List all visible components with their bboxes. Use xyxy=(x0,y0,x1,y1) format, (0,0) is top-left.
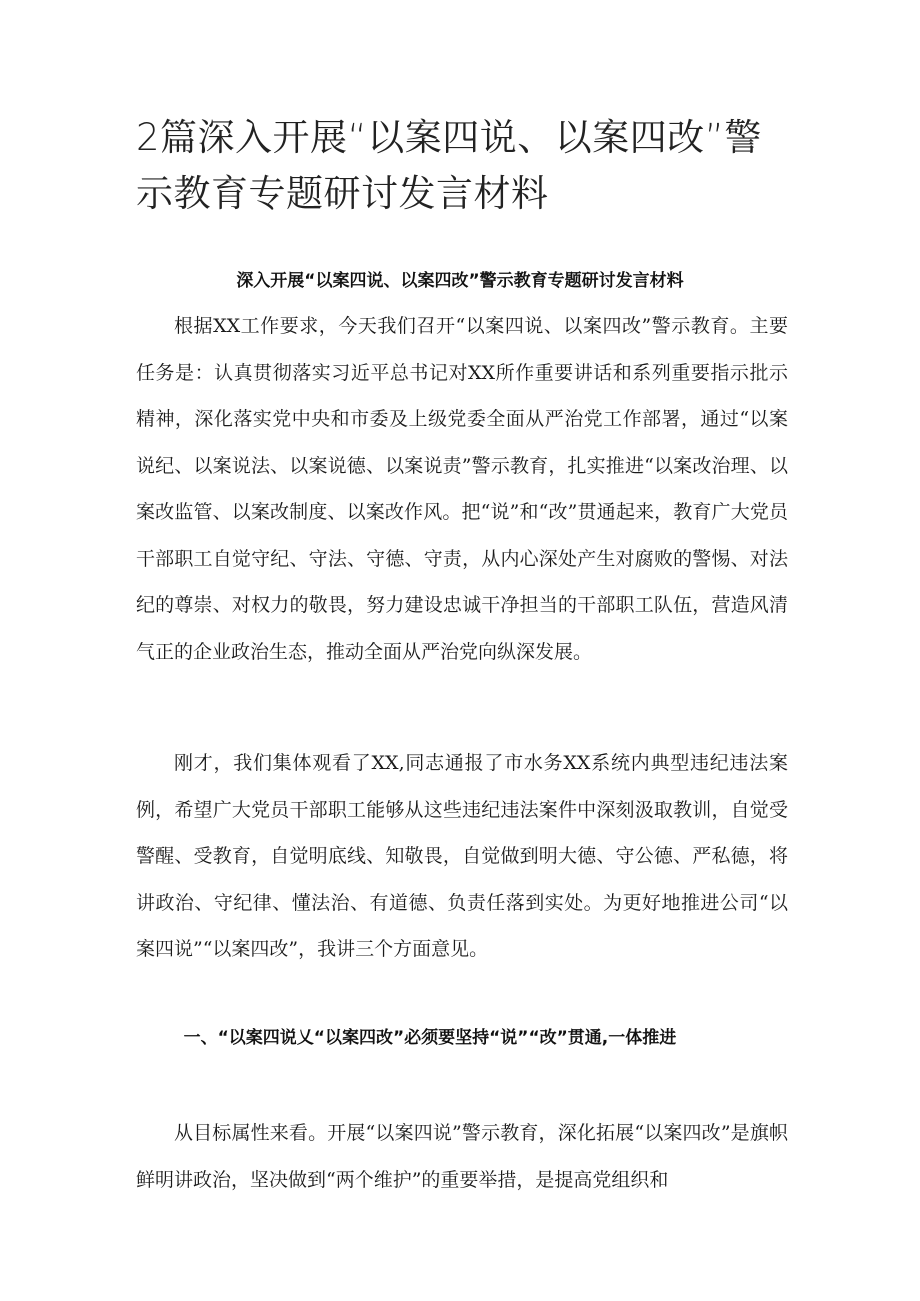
section-heading: 一、“以案四说乂“以案四改”必须要坚持“说”“改”贯通,一体推进 xyxy=(183,1028,677,1048)
document-subtitle: 深入开展“以案四说、以案四改”警示教育专题研讨发言材料 xyxy=(236,271,684,291)
body-paragraph: 根据XX工作要求，今天我们召开“以案四说、以案四改”警示教育。主要任务是：认真贯彻落实习近平总书记对XX所作重要讲话和系列重要指示批示精神，深化落实党中央和市委及上级党委全面从严治党工作部署，通过“以案说纪、以案说法、以案说德、以案说责”警示教育，扎实推进“以案改治理、以案改监管、以案改制度、以案改作风。把“说”和“改”贯通起来，教育广大党员干部职工自觉守纪、守法、守德、守责，从内心深处产生对腐败的警惕、对法纪的尊崇、对权力的敬畏，努力建设忠诚干净担当的干部职工队伍，营造风清气正的企业政治生态，推动全面从严治党向纵深发展。 xyxy=(136,315,788,663)
body-paragraph: 从目标属性来看。开展“以案四说”警示教育，深化拓展“以案四改”是旗帜鲜明讲政治，坚决做到“两个维护”的重要举措，是提高党组织和 xyxy=(136,1122,788,1191)
document-title: 2篇深入开展“以案四说、以案四改”警示教育专题研讨发言材料 xyxy=(136,116,762,215)
body-paragraph: 刚才，我们集体观看了XX,同志通报了市水务XX系统内典型违纪违法案例，希望广大党员干部职工能够从这些违纪违法案件中深刻汲取教训，自觉受警醒、受教育，自觉明底线、知敬畏，自觉做到明大德、守公德、严私德，将讲政治、守纪律、懂法治、有道德、负责任落到实处。为更好地推进公司“以案四说”“以案四改”，我讲三个方面意见。 xyxy=(136,752,788,960)
